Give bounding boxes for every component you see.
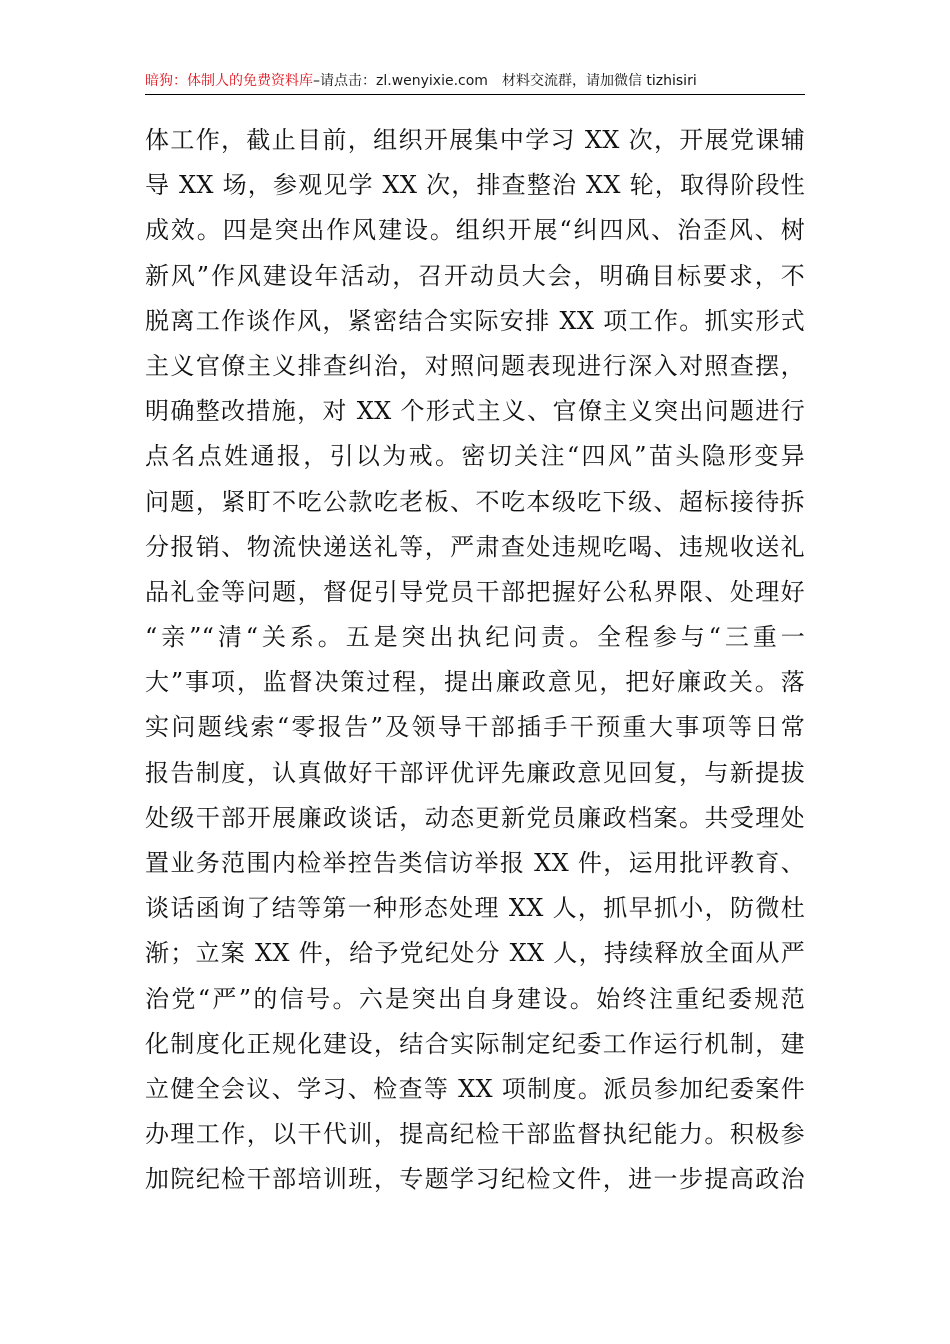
page-header <box>145 68 805 94</box>
body-line: 脱离工作谈作风，紧密结合实际安排 XX 项工作。抓实形式 <box>145 306 805 335</box>
body-line: 大”事项，监督决策过程，提出廉政意见，把好廉政关。落 <box>145 668 805 697</box>
body-line: 体工作，截止目前，组织开展集中学习 XX 次，开展党课辅 <box>145 126 805 154</box>
body-line: 报告制度，认真做好干部评优评先廉政意见回复，与新提拔 <box>145 758 805 787</box>
body-line: 处级干部开展廉政谈话，动态更新党员廉政档案。共受理处 <box>145 803 805 832</box>
body-line: “亲”“清“关系。五是突出执纪问责。全程参与“三重一 <box>145 623 805 652</box>
body-line: 谈话函询了结等第一种形态处理 XX 人，抓早抓小，防微杜 <box>145 894 805 923</box>
body-line: 点名点姓通报，引以为戒。密切关注“四风”苗头隐形变异 <box>145 442 805 471</box>
header-prompt: –请点击： <box>313 73 376 89</box>
body-line: 渐；立案 XX 件，给予党纪处分 XX 人，持续释放全面从严 <box>145 939 805 968</box>
document-body <box>145 118 805 1203</box>
body-line: 立健全会议、学习、检查等 XX 项制度。派员参加纪委案件 <box>145 1074 805 1103</box>
body-line: 问题，紧盯不吃公款吃老板、不吃本级吃下级、超标接待拆 <box>145 487 805 516</box>
body-line: 成效。四是突出作风建设。组织开展“纠四风、治歪风、树 <box>145 216 805 245</box>
body-line: 导 XX 场，参观见学 XX 次，排查整治 XX 轮，取得阶段性 <box>145 171 805 200</box>
body-line: 分报销、物流快递送礼等，严肃查处违规吃喝、违规收送礼 <box>145 532 805 561</box>
header-brand: 暗狗：体制人的免费资料库 <box>145 73 313 89</box>
header-divider <box>145 94 805 95</box>
header-url-link[interactable]: zl.wenyixie.com <box>376 73 488 89</box>
body-line: 实问题线索“零报告”及领导干部插手干预重大事项等日常 <box>145 713 805 742</box>
header-contact: 材料交流群，请加微信 tizhisiri <box>501 73 697 89</box>
body-line: 办理工作，以干代训，提高纪检干部监督执纪能力。积极参 <box>145 1120 805 1149</box>
body-line: 加院纪检干部培训班，专题学习纪检文件，进一步提高政治 <box>145 1165 805 1194</box>
body-line: 新风”作风建设年活动，召开动员大会，明确目标要求，不 <box>145 261 805 290</box>
body-line: 品礼金等问题，督促引导党员干部把握好公私界限、处理好 <box>145 577 805 606</box>
body-line: 治党“严”的信号。六是突出自身建设。始终注重纪委规范 <box>145 984 805 1013</box>
body-line: 明确整改措施，对 XX 个形式主义、官僚主义突出问题进行 <box>145 397 805 426</box>
body-line: 置业务范围内检举控告类信访举报 XX 件，运用批评教育、 <box>145 849 805 877</box>
body-line: 主义官僚主义排查纠治，对照问题表现进行深入对照查摆， <box>145 351 805 380</box>
body-line: 化制度化正规化建设，结合实际制定纪委工作运行机制，建 <box>145 1029 805 1058</box>
